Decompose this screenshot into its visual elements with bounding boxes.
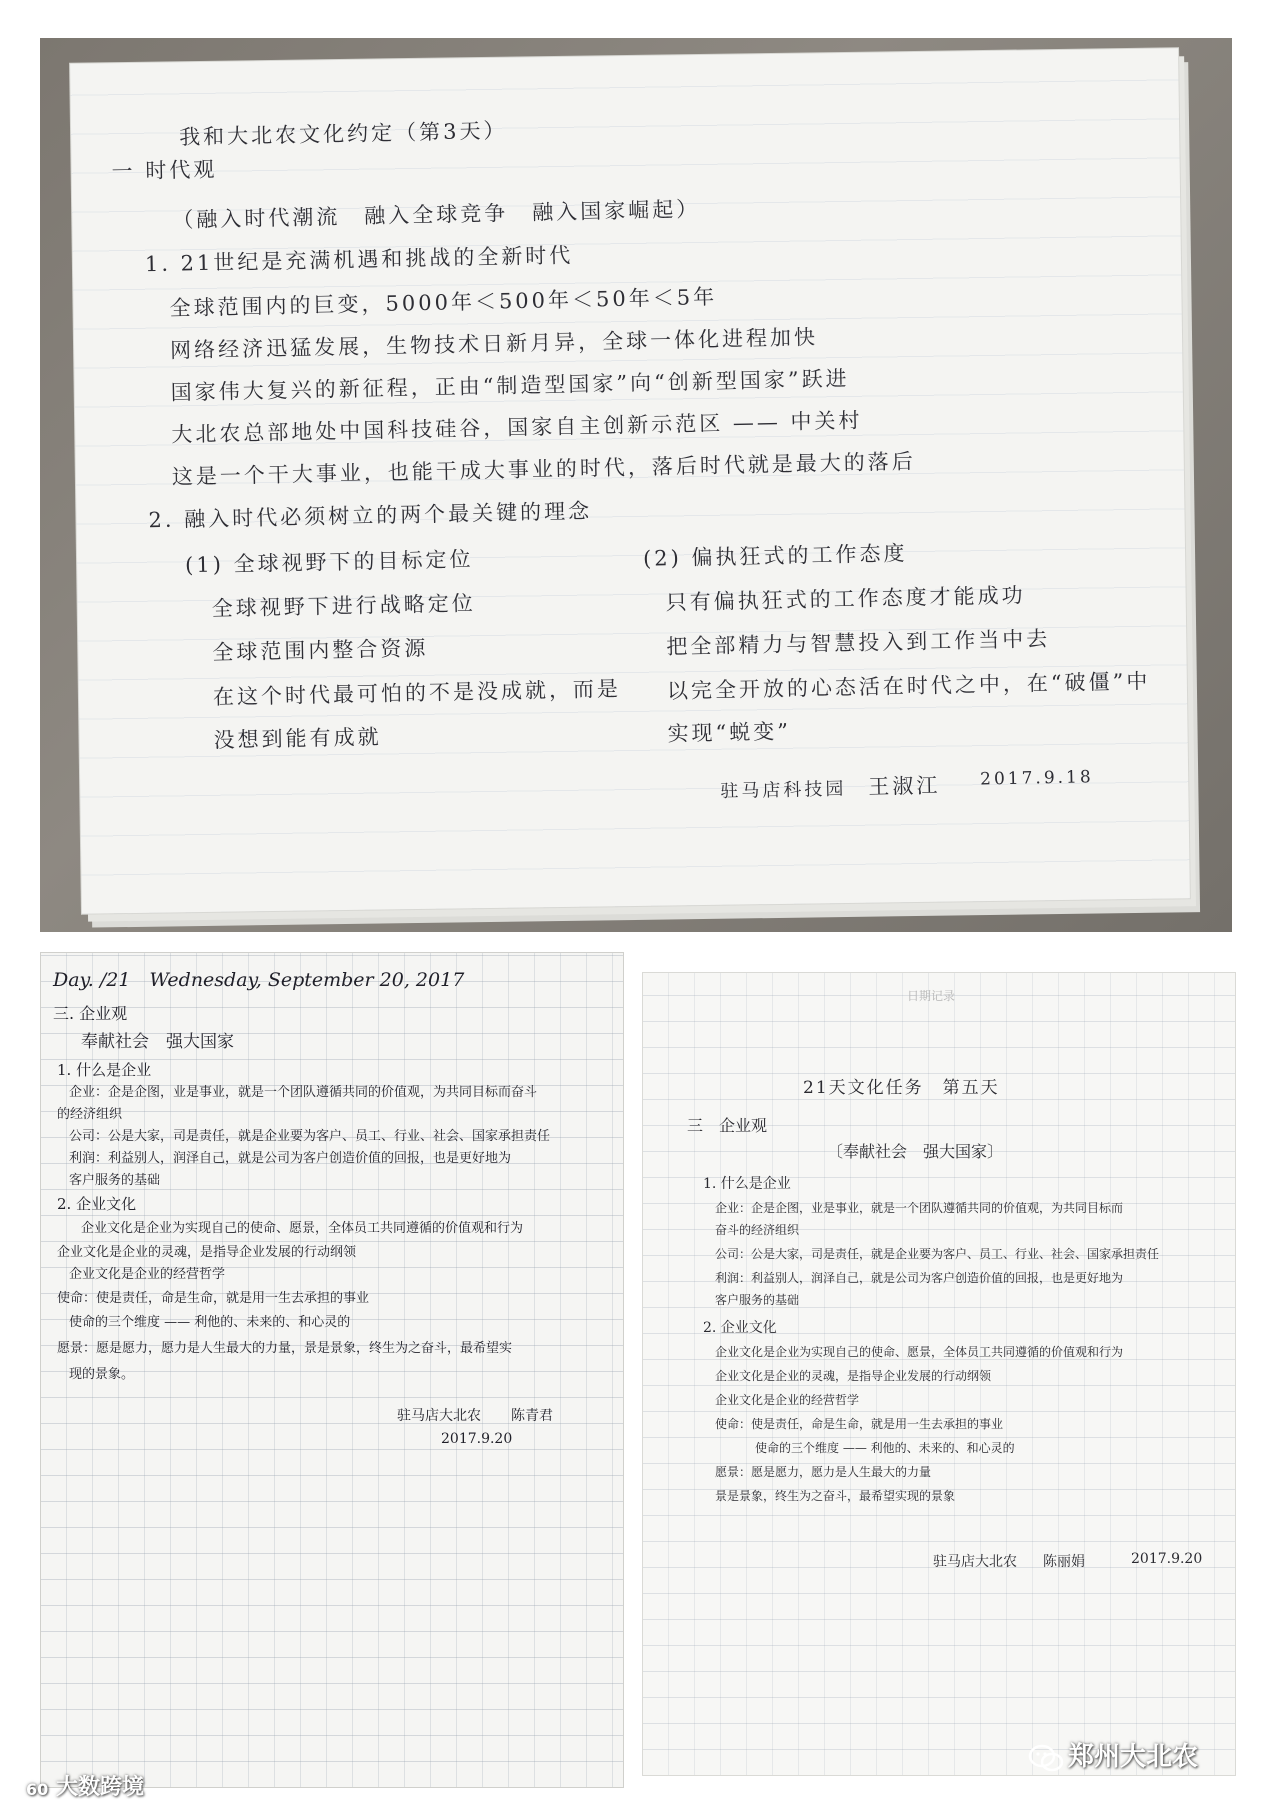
body-line: 企业：企是企图，业是事业，就是一个团队遵循共同的价值观，为共同目标而奋斗 <box>69 1085 538 1100</box>
notebook-photo-day3 <box>40 38 1232 932</box>
point-heading: 2. 企业文化 <box>57 1195 137 1213</box>
body-line: 奋斗的经济组织 <box>715 1223 800 1237</box>
body-line: 使命的三个维度 —— 利他的、未来的、和心灵的 <box>755 1441 1015 1455</box>
body-line: 企业：企是企图，业是事业，就是一个团队遵循共同的价值观，为共同目标而 <box>715 1201 1124 1215</box>
body-line: 在这个时代最可怕的不是没成就，而是 <box>212 676 622 710</box>
signature-org: 驻马店科技园 <box>720 778 847 803</box>
section-heading: 三 企业观 <box>687 1116 768 1135</box>
body-line: 的经济组织 <box>57 1107 123 1122</box>
body-line: 客户服务的基础 <box>715 1293 800 1307</box>
diary-date-header: Day. /21 Wednesday, September 20, 2017 <box>53 969 465 991</box>
body-line: 客户服务的基础 <box>69 1173 161 1188</box>
signature-date: 2017.9.18 <box>979 767 1094 790</box>
body-line: 景是景象，终生为之奋斗，最希望实现的景象 <box>715 1489 956 1503</box>
notebook-photo-day5-b <box>642 972 1236 1776</box>
section-heading: 三. 企业观 <box>53 1004 128 1023</box>
body-line: 愿景：愿是愿力，愿力是人生最大的力量，景是景象，终生为之奋斗，最希望实 <box>57 1341 513 1356</box>
body-line: 只有偏执狂式的工作态度才能成功 <box>665 583 1026 615</box>
body-line: 大北农总部地处中国科技硅谷，国家自主创新示范区 —— 中关村 <box>171 408 863 447</box>
notebook-page <box>70 48 1190 913</box>
watermark-left <box>6 1770 144 1803</box>
sub-point-heading: (1) 全球视野下的目标定位 <box>184 547 474 578</box>
brand-logo-icon <box>6 1773 52 1803</box>
subtitle-line: （融入时代潮流 融入全球竞争 融入国家崛起） <box>172 197 701 233</box>
signature-org: 驻马店大北农 <box>397 1408 481 1424</box>
point-heading: 1. 21世纪是充满机遇和挑战的全新时代 <box>144 243 574 277</box>
signature-name: 陈青君 <box>511 1408 553 1424</box>
body-line: 愿景：愿是愿力，愿力是人生最大的力量 <box>715 1465 932 1479</box>
body-line: 利润：利益别人，润泽自己，就是公司为客户创造价值的回报，也是更好地为 <box>69 1151 512 1166</box>
watermark-left-text: 大数跨境 <box>56 1775 145 1800</box>
body-line: 企业文化是企业为实现自己的使命、愿景，全体员工共同遵循的价值观和行为 <box>715 1345 1124 1359</box>
body-line: 企业文化是企业的经营哲学 <box>715 1393 860 1407</box>
svg-text:60: 60 <box>26 1780 49 1799</box>
notebook-photo-day5-a <box>40 952 624 1788</box>
watermark-right <box>1028 1736 1198 1773</box>
sub-point-heading: (2) 偏执狂式的工作态度 <box>642 541 908 571</box>
body-line: 网络经济迅猛发展，生物技术日新月异，全球一体化进程加快 <box>169 325 819 363</box>
wechat-icon <box>1028 1743 1064 1773</box>
body-line: 公司：公是大家，司是责任，就是企业要为客户、员工、行业、社会、国家承担责任 <box>715 1247 1160 1261</box>
body-line: 这是一个干大事业，也能干成大事业的时代，落后时代就是最大的落后 <box>171 449 917 489</box>
body-line: 企业文化是企业的经营哲学 <box>69 1267 226 1282</box>
point-heading: 1. 什么是企业 <box>703 1176 791 1192</box>
signature-name: 陈丽娟 <box>1043 1554 1085 1570</box>
body-line: 以完全开放的心态活在时代之中，在“破僵”中 <box>666 669 1151 704</box>
body-line: 使命：使是责任，命是生命，就是用一生去承担的事业 <box>715 1417 1004 1431</box>
point-heading: 2. 融入时代必须树立的两个最关键的理念 <box>148 498 593 533</box>
page-title: 21天文化任务 第五天 <box>803 1078 1000 1098</box>
body-line: 实现“蜕变” <box>667 719 792 746</box>
signature-name: 王淑江 <box>868 773 941 799</box>
body-line: 使命：使是责任，命是生命，就是用一生去承担的事业 <box>57 1291 370 1306</box>
body-line: 公司：公是大家，司是责任，就是企业要为客户、员工、行业、社会、国家承担责任 <box>69 1129 551 1144</box>
signature-date: 2017.9.20 <box>1131 1551 1203 1567</box>
signature-date: 2017.9.20 <box>441 1431 513 1447</box>
body-line: 企业文化是企业的灵魂，是指导企业发展的行动纲领 <box>715 1369 992 1383</box>
body-line: 国家伟大复兴的新征程，正由“制造型国家”向“创新型国家”跃进 <box>170 366 850 405</box>
body-line: 利润：利益别人，润泽自己，就是公司为客户创造价值的回报，也是更好地为 <box>715 1271 1124 1285</box>
body-line: 全球视野下进行战略定位 <box>211 591 476 621</box>
body-line: 没想到能有成就 <box>213 724 382 753</box>
body-line: 把全部精力与智慧投入到工作当中去 <box>666 626 1051 659</box>
body-line: 全球范围内整合资源 <box>212 636 429 665</box>
point-heading: 2. 企业文化 <box>703 1320 777 1336</box>
point-heading: 1. 什么是企业 <box>57 1061 152 1079</box>
printed-page-header: 日期记录 <box>907 989 956 1003</box>
body-line: 现的景象。 <box>69 1367 135 1382</box>
body-line: 使命的三个维度 —— 利他的、未来的、和心灵的 <box>69 1315 351 1330</box>
body-line: 企业文化是企业为实现自己的使命、愿景，全体员工共同遵循的价值观和行为 <box>81 1221 524 1236</box>
section-heading: 一 时代观 <box>111 157 218 184</box>
subtitle-line: 〔奉献社会 强大国家〕 <box>827 1142 1004 1161</box>
subtitle-line: 奉献社会 强大国家 <box>81 1032 234 1052</box>
watermark-right-text: 郑州大北农 <box>1068 1742 1199 1772</box>
signature-org: 驻马店大北农 <box>933 1554 1017 1570</box>
body-line: 企业文化是企业的灵魂，是指导企业发展的行动纲领 <box>57 1245 357 1260</box>
body-line: 全球范围内的巨变，5000年＜500年＜50年＜5年 <box>169 284 718 321</box>
page-title: 我和大北农文化约定（第3天） <box>178 118 508 150</box>
